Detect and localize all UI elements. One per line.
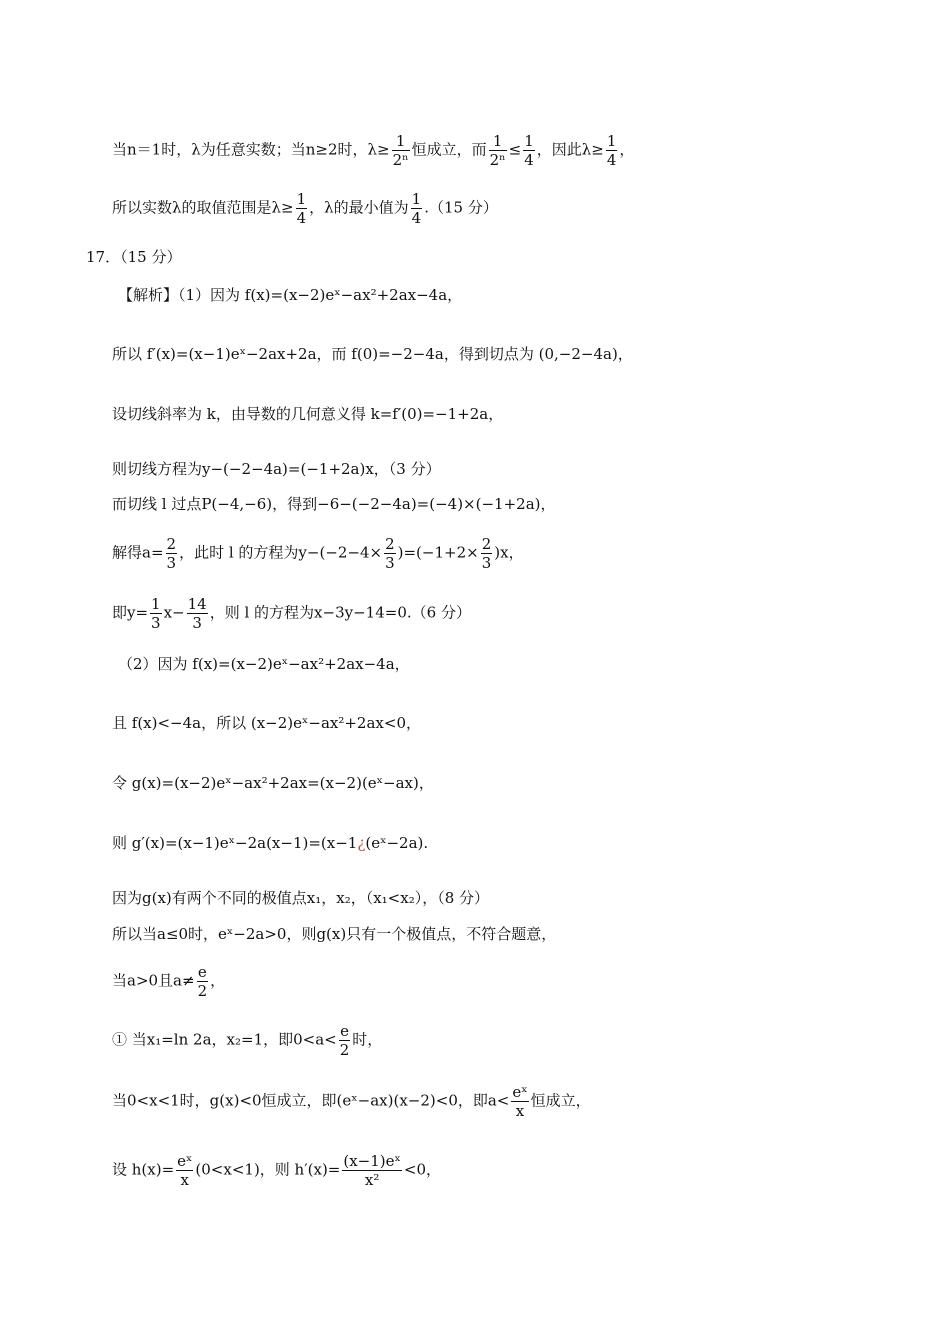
fraction-numerator: 2 (385, 535, 395, 553)
fraction-denominator: 4 (524, 151, 534, 169)
fraction-numerator: eˣ (512, 1083, 528, 1101)
glyph-artifact: ¿ (357, 834, 366, 852)
text-line (112, 1152, 910, 1189)
text-segment: 恒成立， (530, 1091, 591, 1110)
fraction-numerator: (x−1)eˣ (343, 1152, 401, 1170)
text-line (112, 836, 910, 851)
fraction-numerator: 1 (151, 595, 161, 613)
fraction-numerator: 1 (524, 132, 534, 150)
fraction (523, 132, 535, 169)
text-segment: ， (619, 140, 635, 159)
text-segment: ， (210, 971, 226, 990)
text-segment: 则 g′(x)=(x−1)eˣ−2a(x−1)=(x−1 (112, 834, 358, 852)
text-segment: 所以当a≤0时，eˣ−2a>0，则g(x)只有一个极值点，不符合题意， (112, 925, 557, 943)
fraction (197, 963, 209, 1000)
fraction (411, 190, 423, 227)
fraction (392, 132, 410, 169)
text-segment: 且 f(x)<−4a，所以 (x−2)eˣ−ax²+2ax<0， (112, 714, 421, 732)
fraction-denominator: 3 (192, 614, 202, 632)
text-segment: (eˣ−2a). (365, 834, 429, 852)
text-segment: 时， (352, 1030, 383, 1049)
text-segment: 因为g(x)有两个不同的极值点x₁，x₂，（x₁<x₂），（8 分） (112, 889, 490, 907)
text-line (112, 497, 910, 512)
text-segment: x− (163, 603, 185, 622)
fraction-denominator: x (515, 1102, 525, 1120)
text-segment: 令 g(x)=(x−2)eˣ−ax²+2ax=(x−2)(eˣ−ax)， (112, 774, 434, 792)
fraction-denominator: x² (364, 1171, 380, 1189)
fraction (384, 535, 396, 572)
text-line (112, 190, 910, 227)
text-segment: 设 h(x)= (112, 1160, 175, 1179)
text-segment: .（15 分） (424, 198, 498, 217)
fraction (166, 535, 178, 572)
text-segment: 17．（15 分） (86, 248, 182, 266)
text-line (112, 1083, 910, 1120)
text-segment: ，则 l 的方程为x−3y−14=0.（6 分） (209, 603, 471, 622)
text-segment: ，因此λ≥ (536, 140, 604, 159)
fraction-denominator: x (180, 1171, 190, 1189)
text-segment: 所以 f′(x)=(x−1)eˣ−2ax+2a，而 f(0)=−2−4a，得到切点为 (0,−2−4a)， (112, 345, 633, 363)
fraction-numerator: 2 (166, 535, 177, 553)
text-line (112, 716, 910, 731)
text-line (112, 132, 910, 169)
text-segment: （2）因为 f(x)=(x−2)eˣ−ax²+2ax−4a， (118, 655, 410, 673)
text-line (118, 288, 910, 303)
fraction (339, 1022, 351, 1059)
fraction-denominator: 4 (606, 151, 617, 169)
fraction-denominator: 3 (166, 554, 177, 572)
fraction-denominator: 3 (385, 554, 395, 572)
text-line (112, 407, 910, 422)
fraction-denominator: 3 (151, 614, 161, 632)
fraction-numerator: e (197, 963, 207, 981)
fraction-denominator: 2 (197, 982, 208, 1000)
fraction-denominator: 3 (481, 554, 492, 572)
fraction (296, 190, 308, 227)
text-segment: 恒成立，而 (411, 140, 487, 159)
text-segment: (0<x<1)，则 h′(x)= (195, 1160, 341, 1179)
fraction-numerator: 1 (392, 132, 410, 151)
fraction-numerator: 1 (296, 190, 307, 208)
fraction-numerator: eˣ (177, 1152, 193, 1170)
fraction (176, 1152, 193, 1189)
fraction-denominator: 2 (339, 1041, 350, 1059)
text-line (112, 462, 910, 477)
fraction-numerator: 1 (411, 190, 422, 208)
text-line (112, 891, 910, 906)
text-line (86, 250, 910, 265)
text-segment: 【解析】（1）因为 f(x)=(x−2)eˣ−ax²+2ax−4a， (118, 286, 463, 304)
fraction-denominator: 4 (296, 209, 307, 227)
fraction-numerator: 2 (481, 535, 492, 553)
text-segment: )=(−1+2× (397, 543, 479, 562)
text-segment: 当0<x<1时，g(x)<0恒成立，即(eˣ−ax)(x−2)<0，即a< (112, 1091, 510, 1110)
fraction (489, 132, 507, 169)
fraction-denominator: 4 (411, 209, 422, 227)
text-line (112, 535, 910, 572)
fraction (187, 595, 208, 632)
fraction-numerator: 1 (606, 132, 617, 150)
fraction-numerator: 1 (489, 132, 507, 151)
fraction-numerator: 14 (187, 595, 207, 613)
text-line (112, 927, 910, 942)
fraction (481, 535, 493, 572)
text-segment: 解得a= (112, 543, 164, 562)
text-segment: ，此时 l 的方程为y−(−2−4× (179, 543, 383, 562)
text-segment: ，λ的最小值为 (309, 198, 409, 217)
text-line (112, 595, 910, 632)
text-segment: 则切线方程为y−(−2−4a)=(−1+2a)x，（3 分） (112, 460, 441, 478)
fraction-denominator: 2ⁿ (489, 151, 506, 169)
text-segment: 设切线斜率为 k，由导数的几何意义得 k=f′(0)=−1+2a， (112, 405, 504, 423)
text-segment: ≤ (508, 140, 522, 159)
text-line (112, 776, 910, 791)
fraction-denominator: 2ⁿ (392, 151, 409, 169)
text-segment: 当n＝1时，λ为任意实数；当n≥2时，λ≥ (112, 140, 390, 159)
text-segment: <0， (403, 1160, 442, 1179)
fraction (150, 595, 162, 632)
fraction (511, 1083, 528, 1120)
fraction-numerator: e (340, 1022, 349, 1040)
fraction (606, 132, 618, 169)
text-segment: ① 当x₁=ln 2a，x₂=1，即0<a< (112, 1030, 337, 1049)
text-segment: )x， (494, 543, 524, 562)
text-segment: 即y= (112, 603, 149, 622)
text-line (118, 657, 910, 672)
text-segment: 所以实数λ的取值范围是λ≥ (112, 198, 294, 217)
text-line (112, 347, 910, 362)
text-line (112, 1022, 910, 1059)
text-line (112, 963, 910, 1000)
text-segment: 当a>0且a≠ (112, 971, 195, 990)
text-segment: 而切线 l 过点P(−4,−6)，得到−6−(−2−4a)=(−4)×(−1+2a)， (112, 495, 556, 513)
fraction (342, 1152, 402, 1189)
